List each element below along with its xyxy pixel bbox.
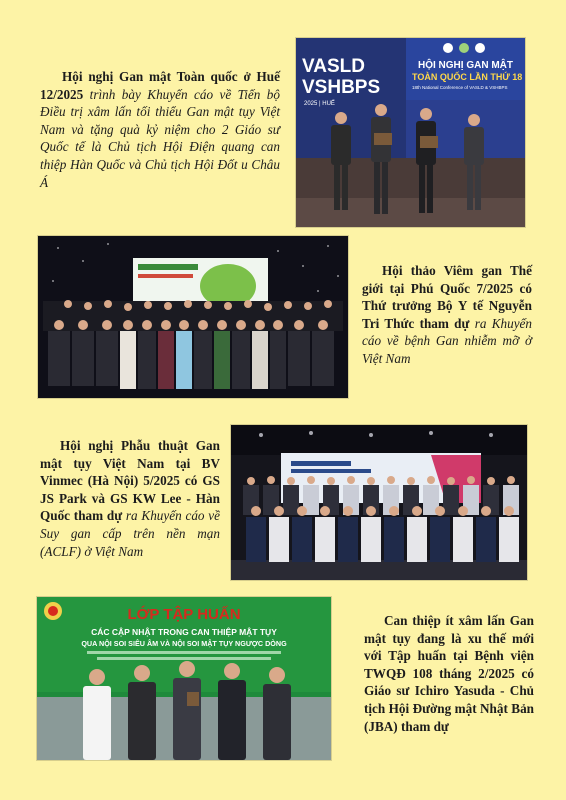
- caption-text: trình bày Khuyến cáo về Tiến bộ Điều trị xâm lấn tối thiểu Gan mật tụy Việt Nam và tặng quà kỷ niệm cho 2 Giáo sư Quốc tế là Chủ tịch Hội Điện quang can thiệp Hàn Quốc và Chủ tịch Hội Đốt u Châu Á: [40, 86, 280, 190]
- banner-logo-sub: 2025 | HUẾ: [304, 101, 335, 107]
- banner-subtitle: 18th National Conference of VASLD & VSHBPS: [412, 85, 508, 90]
- banner-logo-text-2: VSHBPS: [302, 77, 381, 98]
- photo-vinmec-conference: [231, 425, 527, 580]
- caption-text: ra Khuyến cáo về Suy gan cấp trên nền mạn (ACLF) ở Việt Nam: [40, 508, 220, 559]
- photo-training-course: [37, 597, 331, 760]
- sponsor-logo-icon: [459, 43, 469, 53]
- caption-lead: Hội thảo Viêm gan Thế giới tại Phú Quốc 7/2025 có Thứ trưởng Bộ Y tế Nguyễn Tri Thức tham dự: [362, 263, 532, 331]
- banner-title: HỘI NGHỊ GAN MẬT: [418, 60, 513, 71]
- sponsor-logo-icon: [443, 43, 453, 53]
- caption-lead: Hội nghị Gan mật Toàn quốc ở Huế 12/2025: [40, 69, 280, 102]
- sponsor-logo-icon: [475, 43, 485, 53]
- banner-title-2: TOÀN QUỐC LẦN THỨ 18: [412, 72, 523, 82]
- banner-subtitle-2: QUA NỘI SOI SIÊU ÂM VÀ NỘI SOI MẬT TỤY NGƯỢC DÒNG: [81, 639, 287, 648]
- photo-hue-conference: [296, 38, 525, 227]
- caption-text: ra Khuyến cáo về bệnh Gan nhiễm mỡ ở Việt Nam: [362, 315, 533, 366]
- caption-phu-quoc-workshop: [362, 262, 532, 368]
- photo-phu-quoc-workshop: [38, 236, 348, 398]
- banner-logo-text: VASLD: [302, 56, 365, 77]
- banner-subtitle: CÁC CẬP NHẬT TRONG CAN THIỆP MẬT TỤY: [91, 627, 277, 637]
- banner-title: LỚP TẬP HUẤN: [127, 606, 241, 623]
- caption-lead: Can thiệp ít xâm lấn Gan mật tụy đang là xu thế mới với Tập huấn tại Bệnh viện TWQĐ 108 tháng 2/2025 có Giáo sư Ichiro Yasuda - Chủ tịch Hội Đường mật Nhật Bản (JBA) tham dự: [364, 613, 534, 734]
- caption-training-course: [364, 612, 534, 735]
- caption-hue-conference: [40, 68, 280, 191]
- caption-vinmec-conference: [40, 437, 220, 560]
- caption-lead: Hội nghị Phẫu thuật Gan mật tụy Việt Nam tại BV Vinmec (Hà Nội) 5/2025 có GS JS Park và GS KW Lee - Hàn Quốc tham dự: [40, 438, 220, 524]
